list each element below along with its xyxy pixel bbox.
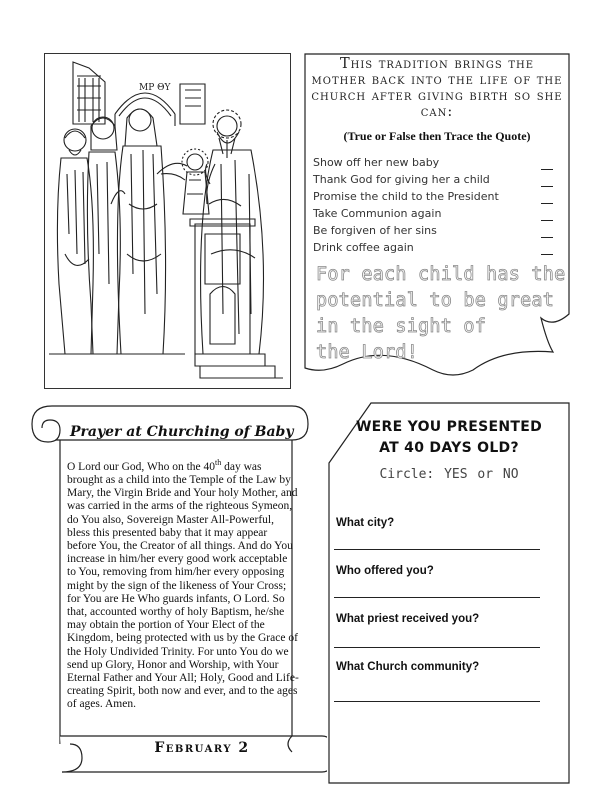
tf-item [313, 190, 553, 207]
prayer-date: February 2 [154, 740, 250, 756]
presented-box [327, 401, 571, 785]
tf-item [313, 241, 553, 258]
tf-item-text: Show off her new baby [313, 156, 440, 169]
tf-item-text: Thank God for giving her a child [313, 173, 490, 186]
question-community-label: What Church community? [336, 661, 480, 673]
icon-drawing [45, 54, 290, 388]
prayer-title: Prayer at Churching of Baby [70, 424, 294, 440]
tf-answer-blank[interactable] [541, 220, 553, 221]
tf-answer-blank[interactable] [541, 237, 553, 238]
prayer-text [67, 456, 299, 712]
tf-item [313, 173, 553, 190]
tf-item-text: Take Communion again [313, 207, 442, 220]
tf-answer-blank[interactable] [541, 254, 553, 255]
tf-item-text: Promise the child to the President [313, 190, 499, 203]
trace-line: For each child has the [316, 264, 566, 285]
trace-line: in the sight of [316, 316, 487, 337]
answer-line-priest[interactable] [334, 647, 540, 648]
trace-line: the Lord! [316, 342, 419, 363]
presentation-icon-image [44, 53, 291, 389]
answer-line-city[interactable] [334, 549, 540, 550]
question-priest-label: What priest received you? [336, 613, 480, 625]
answer-line-community[interactable] [334, 701, 540, 702]
tf-answer-blank[interactable] [541, 203, 553, 204]
tradition-title: This tradition brings the mother back into the life of the church after giving birth so she can: [311, 56, 563, 120]
prayer-text-part: day was brought as a child into the Temple of the Law by Mary, the Virgin Bride and Your holy Mother, and was carried in the arms of the righteous Symeon, do You also, Sovereign Master All-Powerful, bless this presented baby that it may appear before You, the Creator of all things. And do You increase in him/her every good work acceptable to You, removing from him/her every opposing might by the sign of the likeness of Your Cross; for You are He Who guards infants, O Lord. So that, accounted worthy of holy Baptism, he/she may obtain the portion of Your Elect of the Kingdom, being protected with us by the Grace of the Holy Undivided Trinity. For unto You do we send up Glory, Honor and Worship, with Your Eternal Father and Your All; Holy, Good and Life-creating Spirit, both now and ever, and to the ages of ages. Amen. [67, 460, 299, 711]
presented-title-line: AT 40 DAYS OLD? [379, 440, 519, 456]
tf-item [313, 207, 553, 224]
prayer-scroll [22, 404, 327, 776]
question-city-label: What city? [336, 517, 395, 529]
presented-title [327, 417, 571, 459]
tf-item [313, 224, 553, 241]
tf-answer-blank[interactable] [541, 186, 553, 187]
tf-answer-blank[interactable] [541, 169, 553, 170]
tf-item [313, 156, 553, 173]
presented-title-line: WERE YOU PRESENTED [355, 419, 543, 435]
prayer-text-sup: th [215, 458, 222, 467]
tf-item-text: Be forgiven of her sins [313, 224, 437, 237]
tradition-panel [303, 52, 571, 382]
tradition-instruction: (True or False then Trace the Quote) [343, 129, 531, 143]
tf-item-text: Drink coffee again [313, 241, 414, 254]
prayer-text-part: O Lord our God, Who on the 40 [67, 460, 215, 473]
trace-line: potential to be great [316, 290, 555, 311]
answer-line-offered[interactable] [334, 597, 540, 598]
question-offered-label: Who offered you? [336, 565, 434, 577]
icon-inscription: ΜΡ ΘΥ [139, 83, 171, 93]
circle-yes-no[interactable]: Circle: YES or NO [379, 467, 519, 482]
trace-quote [316, 262, 566, 366]
